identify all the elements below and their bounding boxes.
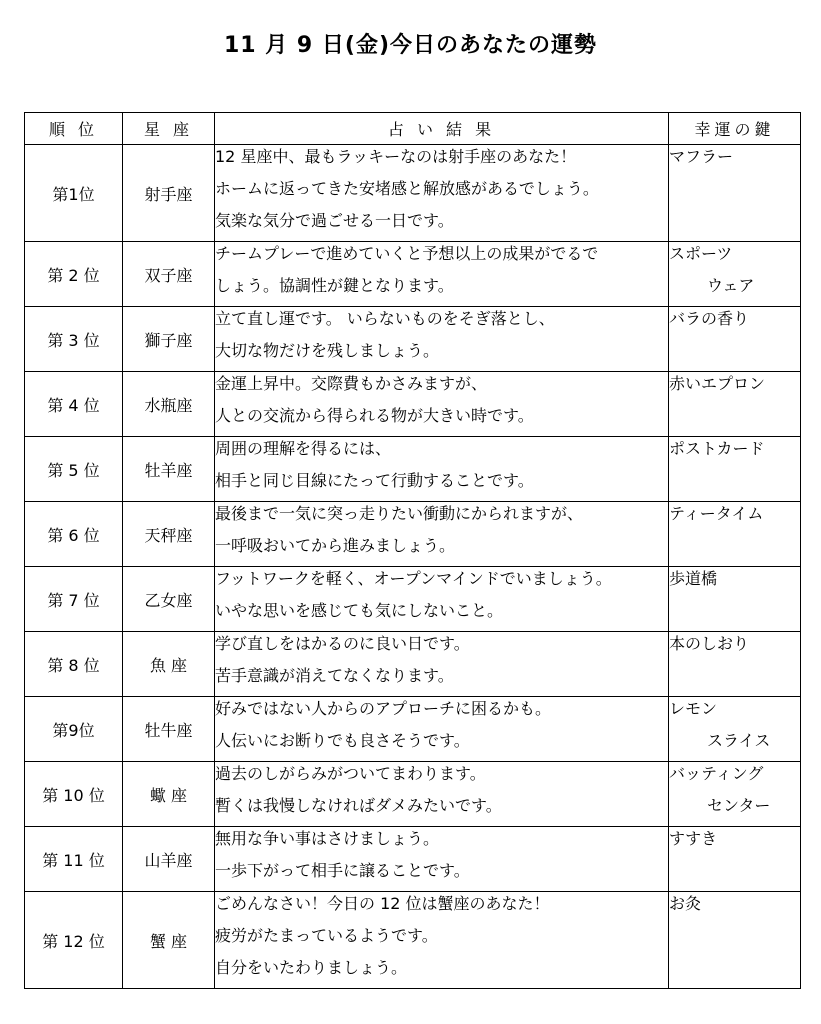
lucky-key-cell: [669, 437, 801, 502]
fortune-result-cell: [215, 372, 669, 437]
zodiac-sign-cell: 蠍 座: [123, 762, 215, 827]
lucky-key-line: スポーツ: [669, 244, 733, 263]
lucky-key-cell: [669, 827, 801, 892]
lucky-key-cell: [669, 372, 801, 437]
fortune-result-line: 疲労がたまっているようです。: [215, 926, 438, 945]
lucky-key-line: センター: [707, 796, 771, 815]
rank-cell: 第 6 位: [25, 502, 123, 567]
fortune-table: [24, 112, 801, 989]
fortune-result-line: 無用な争い事はさけましょう。: [215, 829, 440, 848]
zodiac-sign-cell: 水瓶座: [123, 372, 215, 437]
zodiac-sign-cell: 蟹 座: [123, 892, 215, 989]
fortune-result-cell: [215, 632, 669, 697]
page-title: 11 月 9 日(金)今日のあなたの運勢: [223, 33, 597, 58]
zodiac-sign-cell: 獅子座: [123, 307, 215, 372]
lucky-key-line: レモン: [669, 699, 718, 718]
rank-cell: 第 2 位: [25, 242, 123, 307]
fortune-result-line: いやな思いを感じても気にしないこと。: [215, 601, 504, 620]
rank-cell: 第9位: [25, 697, 123, 762]
fortune-result-cell: [215, 502, 669, 567]
table-row: [25, 632, 801, 697]
lucky-key-line: スライス: [707, 731, 771, 750]
fortune-result-line: しょう。協調性が鍵となります。: [215, 276, 454, 295]
fortune-result-line: 相手と同じ目線にたって行動することです。: [215, 471, 534, 490]
table-row: [25, 372, 801, 437]
fortune-result-cell: [215, 827, 669, 892]
table-row: [25, 437, 801, 502]
fortune-result-line: 過去のしがらみがついてまわります。: [215, 764, 486, 783]
header-lucky-key: 幸運の鍵: [669, 113, 801, 145]
rank-cell: 第 4 位: [25, 372, 123, 437]
fortune-result-line: 自分をいたわりましょう。: [215, 958, 408, 977]
lucky-key-line: ウェア: [707, 276, 755, 295]
table-row: [25, 567, 801, 632]
zodiac-sign-cell: 双子座: [123, 242, 215, 307]
zodiac-sign-cell: 牡羊座: [123, 437, 215, 502]
fortune-result-line: ごめんなさい！今日の 12 位は蟹座のあなた！: [215, 894, 550, 913]
fortune-result-line: 周囲の理解を得るには、: [215, 439, 392, 458]
lucky-key-line: バラの香り: [669, 309, 750, 328]
rank-cell: 第 7 位: [25, 567, 123, 632]
lucky-key-line: ポストカード: [669, 439, 765, 458]
lucky-key-cell: [669, 697, 801, 762]
fortune-result-line: ホームに返ってきた安堵感と解放感があるでしょう。: [215, 179, 599, 198]
fortune-result-line: 苦手意識が消えてなくなります。: [215, 666, 454, 685]
lucky-key-cell: [669, 762, 801, 827]
fortune-result-line: 気楽な気分で過ごせる一日です。: [215, 211, 454, 230]
table-row: [25, 145, 801, 242]
fortune-result-cell: [215, 437, 669, 502]
lucky-key-line: 赤いエプロン: [669, 374, 766, 393]
lucky-key-cell: [669, 307, 801, 372]
fortune-result-line: 大切な物だけを残しましょう。: [215, 341, 440, 360]
header-rank: 順 位: [25, 113, 123, 145]
table-row: [25, 762, 801, 827]
fortune-result-cell: [215, 892, 669, 989]
rank-cell: 第 11 位: [25, 827, 123, 892]
table-row: [25, 502, 801, 567]
lucky-key-cell: [669, 242, 801, 307]
rank-cell: 第 12 位: [25, 892, 123, 989]
fortune-result-line: 一呼吸おいてから進みましょう。: [215, 536, 456, 555]
lucky-key-cell: [669, 567, 801, 632]
rank-cell: 第 8 位: [25, 632, 123, 697]
fortune-result-line: 金運上昇中。交際費もかさみますが、: [215, 374, 488, 393]
fortune-result-line: チームプレーで進めていくと予想以上の成果がでるで: [215, 244, 599, 263]
fortune-result-cell: [215, 697, 669, 762]
fortune-result-line: 12 星座中、最もラッキーなのは射手座のあなた！: [215, 147, 577, 166]
zodiac-sign-cell: 牡牛座: [123, 697, 215, 762]
rank-cell: 第1位: [25, 145, 123, 242]
zodiac-sign-cell: 山羊座: [123, 827, 215, 892]
lucky-key-line: マフラー: [669, 147, 734, 166]
fortune-result-line: 学び直しをはかるのに良い日です。: [215, 634, 470, 653]
fortune-result-cell: [215, 242, 669, 307]
lucky-key-line: お灸: [669, 894, 702, 913]
lucky-key-line: 歩道橋: [669, 569, 718, 588]
lucky-key-line: バッティング: [669, 764, 764, 783]
zodiac-sign-cell: 魚 座: [123, 632, 215, 697]
zodiac-sign-cell: 射手座: [123, 145, 215, 242]
fortune-result-cell: [215, 307, 669, 372]
lucky-key-line: 本のしおり: [669, 634, 750, 653]
fortune-result-cell: [215, 145, 669, 242]
header-result: 占 い 結 果: [215, 113, 669, 145]
fortune-result-line: 人伝いにお断りでも良さそうです。: [215, 731, 470, 750]
lucky-key-cell: [669, 892, 801, 989]
zodiac-sign-cell: 乙女座: [123, 567, 215, 632]
fortune-result-cell: [215, 567, 669, 632]
table-row: [25, 892, 801, 989]
lucky-key-line: ティータイム: [669, 504, 764, 523]
fortune-result-line: 人との交流から得られる物が大きい時です。: [215, 406, 534, 425]
fortune-result-line: 立て直し運です。 いらないものをそぎ落とし、: [215, 309, 555, 328]
lucky-key-cell: [669, 502, 801, 567]
rank-cell: 第 10 位: [25, 762, 123, 827]
fortune-result-cell: [215, 762, 669, 827]
fortune-result-line: 一歩下がって相手に譲ることです。: [215, 861, 470, 880]
lucky-key-cell: [669, 145, 801, 242]
fortune-result-line: 最後まで一気に突っ走りたい衝動にかられますが、: [215, 504, 584, 523]
fortune-result-line: 好みではない人からのアプローチに困るかも。: [215, 699, 552, 718]
lucky-key-line: すすき: [669, 829, 718, 848]
fortune-result-line: 暫くは我慢しなければダメみたいです。: [215, 796, 502, 815]
table-row: [25, 697, 801, 762]
rank-cell: 第 3 位: [25, 307, 123, 372]
lucky-key-cell: [669, 632, 801, 697]
header-sign: 星 座: [123, 113, 215, 145]
fortune-result-line: フットワークを軽く、オープンマインドでいましょう。: [215, 569, 612, 588]
table-row: [25, 242, 801, 307]
table-row: [25, 827, 801, 892]
zodiac-sign-cell: 天秤座: [123, 502, 215, 567]
rank-cell: 第 5 位: [25, 437, 123, 502]
table-row: [25, 307, 801, 372]
table-header-row: [25, 113, 801, 145]
